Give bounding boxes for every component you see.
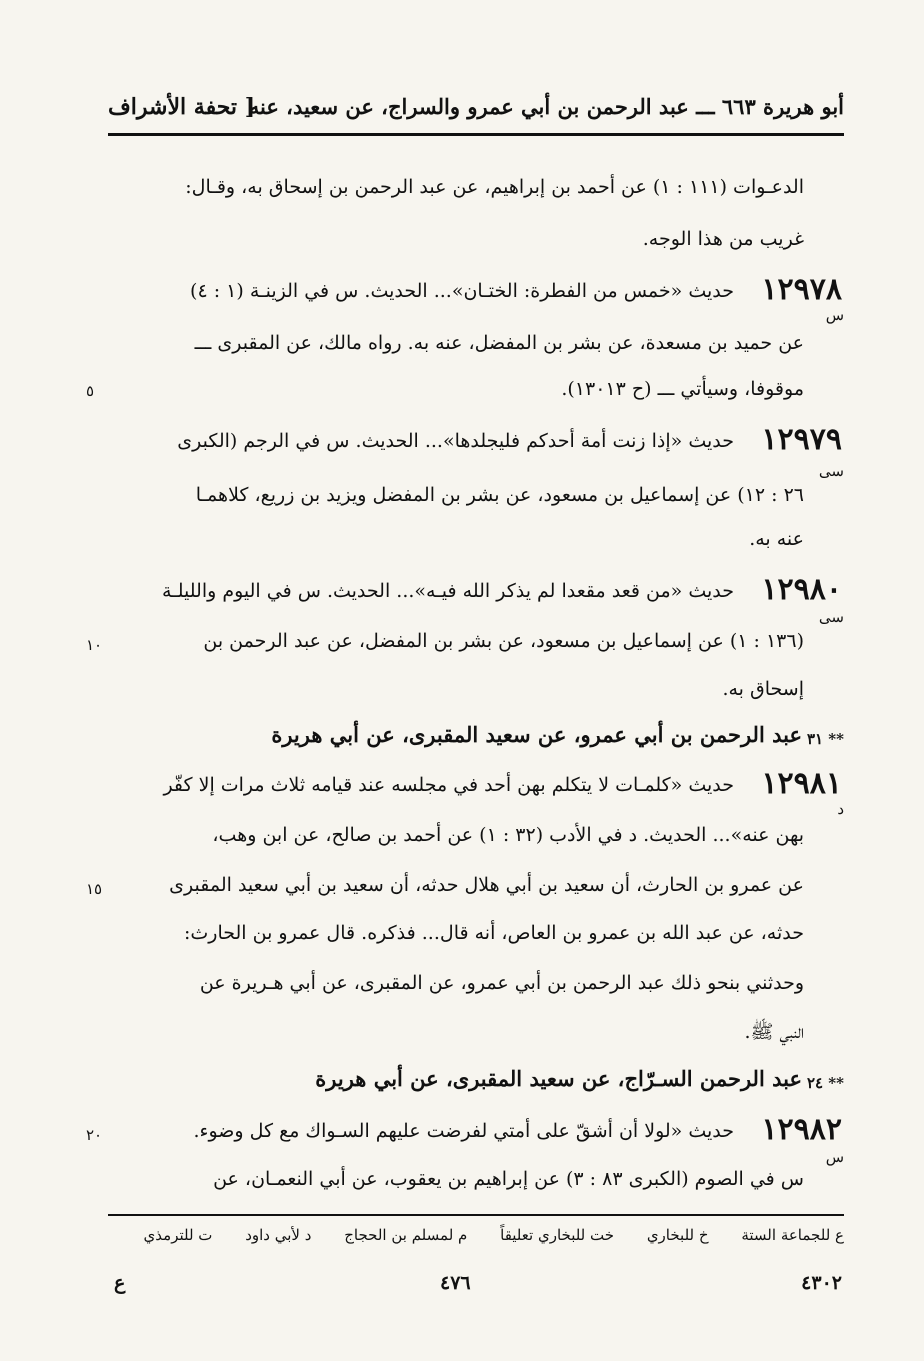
text-line: حديث «إذا زنت أمة أحدكم فليجلدها»... الحديث. س في الرجم (الكبرى — [177, 430, 734, 452]
header-book-title: [ تحفة الأشراف — [108, 94, 256, 120]
hadith-number: ١٢٩٨٢ — [761, 1112, 842, 1147]
abbreviation: د لأبي داود — [245, 1226, 312, 1244]
margin-line-number: ٢٠ — [86, 1126, 103, 1144]
header-title: أبو هريرة ٦٦٣ ـــ عبد الرحمن بن أبي عمرو والسراج، عن سعيد، عنه — [248, 94, 844, 119]
hadith-number: ١٢٩٨٠ — [761, 572, 842, 607]
margin-line-number: ٥ — [86, 382, 95, 400]
page-number: ٤٧٦ — [440, 1272, 471, 1294]
text-line: حديث «لولا أن أشقّ على أمتي لفرضت عليهم السـواك مع كل وضوء. — [193, 1120, 734, 1142]
source-siglum: س — [825, 306, 844, 324]
abbreviation: ت للترمذي — [143, 1226, 213, 1244]
abbreviation: م لمسلم بن الحجاج — [344, 1226, 468, 1244]
text-line: حديث «كلمـات لا يتكلم بهن أحد في مجلسه عند قيامه ثلاث مرات إلا كفّر — [163, 774, 734, 796]
text-line: عن حميد بن مسعدة، عن بشر بن المفضل، عنه به. رواه مالك، عن المقبرى ـــ — [194, 332, 804, 354]
margin-line-number: ١٠ — [86, 636, 103, 654]
source-siglum: سى — [818, 462, 844, 480]
text-line: الدعـوات (١١١ : ١) عن أحمد بن إبراهيم، عن عبد الرحمن بن إسحاق به، وقـال: — [185, 176, 804, 198]
text-line: النبي ﷺ. — [744, 1021, 804, 1043]
hadith-number: ١٢٩٨١ — [761, 766, 842, 801]
section-heading: عبد الرحمن بن أبي عمرو، عن سعيد المقبرى، عن أبي هريرة — [271, 722, 802, 747]
abbreviation: خ للبخاري — [646, 1226, 709, 1244]
section-heading: عبد الرحمن السـرّاج، عن سعيد المقبرى، عن أبي هريرة — [315, 1066, 802, 1091]
text-line: عن عمرو بن الحارث، أن سعيد بن أبي هلال حدثه، أن سعيد بن أبي سعيد المقبرى — [169, 874, 804, 896]
text-line: ٢٦ : ١٢) عن إسماعيل بن مسعود، عن بشر بن المفضل ويزيد بن زريع، كلاهمـا — [195, 484, 804, 506]
text-line: غريب من هذا الوجه. — [642, 228, 804, 250]
text-line: وحدثني بنحو ذلك عبد الرحمن بن أبي عمرو، عن المقبرى، عن أبي هـريرة عن — [199, 972, 804, 994]
hadith-number: ١٢٩٧٨ — [761, 272, 842, 307]
text-line: بهن عنه»... الحديث. د في الأدب (٣٢ : ١) عن أحمد بن صالح، عن ابن وهب، — [212, 824, 804, 846]
text-line: عنه به. — [749, 528, 804, 550]
running-header — [108, 92, 844, 132]
section-marker: ٣١ ** — [806, 730, 844, 748]
text-line: حديث «من قعد مقعدا لم يذكر الله فيـه»... الحديث. س في اليوم والليلـة — [161, 580, 734, 602]
text-line: حديث «خمس من الفطرة: الختـان»... الحديث. س في الزينـة (١ : ٤) — [190, 280, 734, 302]
text-line: موقوفا، وسيأتي ـــ (ح ١٣٠١٣). — [561, 378, 804, 400]
volume-page-number: ٤٣٠٢ — [801, 1272, 842, 1294]
text-line: حدثه، عن عبد الله بن عمرو بن العاص، أنه قال... فذكره. قال عمرو بن الحارث: — [184, 922, 804, 944]
source-siglum: د — [837, 800, 844, 818]
source-siglum: سى — [818, 608, 844, 626]
header-rule — [108, 133, 844, 136]
abbreviation: ع للجماعة الستة — [741, 1226, 844, 1244]
abbreviation-key — [116, 1226, 844, 1244]
footer-rule — [108, 1214, 844, 1216]
hadith-number: ١٢٩٧٩ — [761, 422, 842, 457]
text-line: إسحاق به. — [722, 678, 804, 700]
section-marker: ٢٤ ** — [806, 1074, 844, 1092]
signature-mark: ع — [114, 1272, 126, 1294]
text-line: (١٣٦ : ١) عن إسماعيل بن مسعود، عن بشر بن المفضل، عن عبد الرحمن بن — [203, 630, 804, 652]
text-line: س في الصوم (الكبرى ٨٣ : ٣) عن إبراهيم بن يعقوب، عن أبي النعمـان، عن — [213, 1168, 804, 1190]
margin-line-number: ١٥ — [86, 880, 103, 898]
source-siglum: س — [825, 1148, 844, 1166]
abbreviation: خت للبخاري تعليقاً — [500, 1226, 615, 1244]
